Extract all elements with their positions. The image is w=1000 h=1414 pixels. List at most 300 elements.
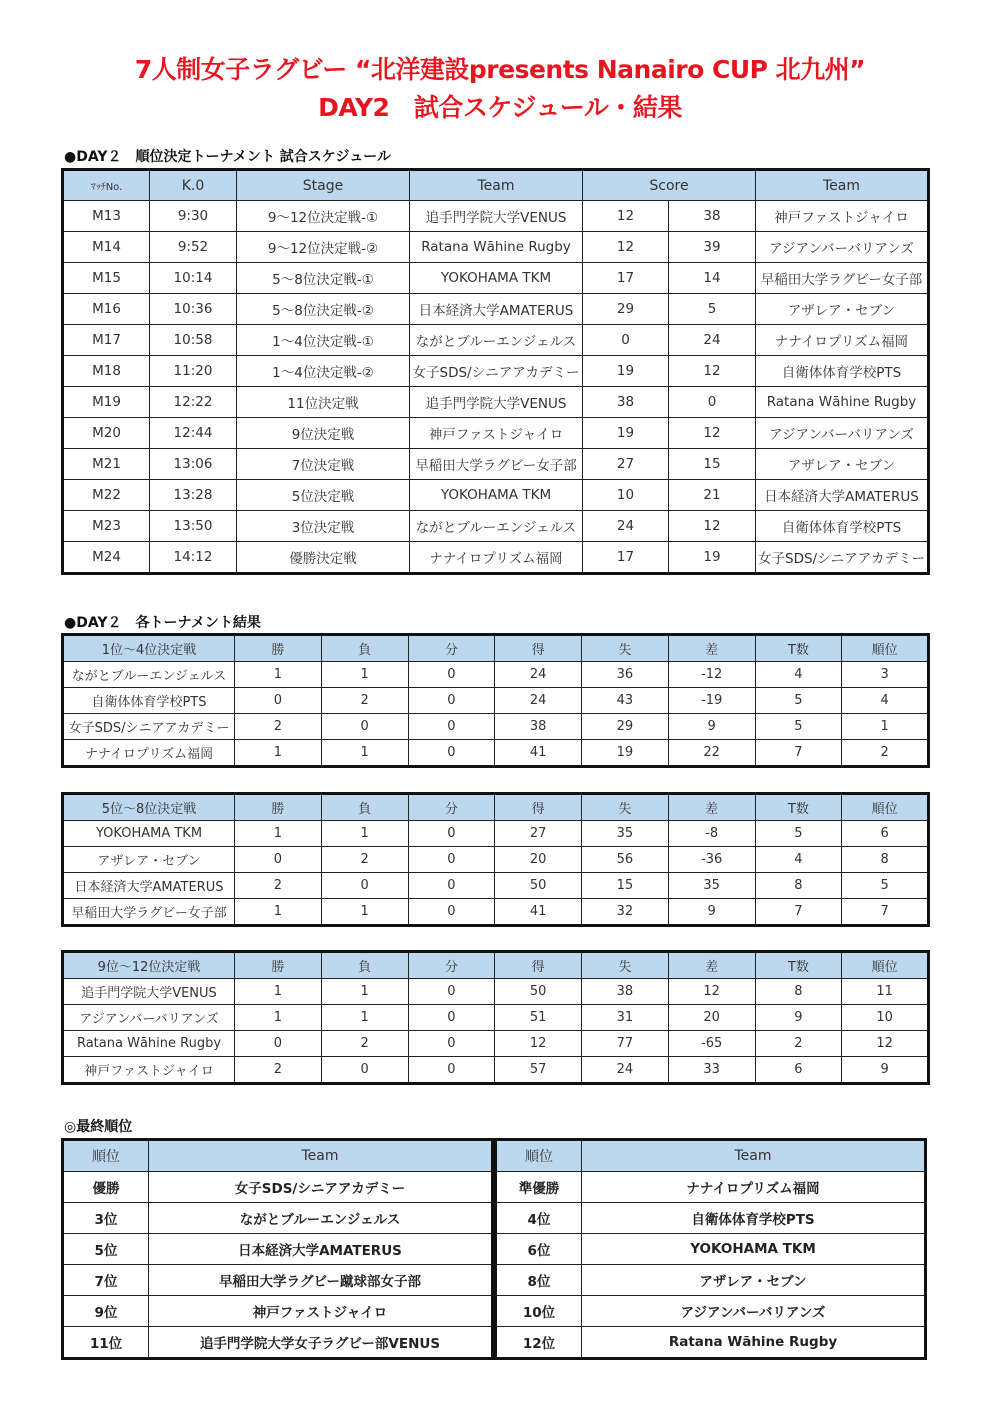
losses: 0 [321,714,408,740]
kickoff-time: 9:30 [150,201,237,232]
final-standing-row [63,1172,493,1203]
score-team-1: 12 [583,232,669,263]
group-name: 9位〜12位決定戦 [63,952,235,979]
points-for: 50 [495,873,582,899]
stage: 5位決定戦 [237,480,410,511]
final-standings-left [61,1138,494,1360]
points-against: 38 [582,979,669,1005]
kickoff-time: 13:28 [150,480,237,511]
score-team-1: 19 [583,418,669,449]
header-points-against: 失 [582,794,669,821]
schedule-row [63,294,929,325]
score-team-2: 0 [669,387,756,418]
team-2: 日本経済大学AMATERUS [756,480,929,511]
header-rank: 順位 [842,635,929,662]
header-points-for: 得 [495,635,582,662]
header-team: Team [149,1140,493,1172]
score-team-2: 12 [669,418,756,449]
draws: 0 [408,821,495,847]
points-for: 41 [495,899,582,926]
draws: 0 [408,1031,495,1057]
draws: 0 [408,899,495,926]
header-tries: T数 [755,952,842,979]
tries: 8 [755,873,842,899]
losses: 2 [321,688,408,714]
final-rank: 優勝 [63,1172,149,1203]
team-name: 日本経済大学AMATERUS [63,873,235,899]
tries: 5 [755,821,842,847]
points-for: 38 [495,714,582,740]
final-standing-row [63,1203,493,1234]
point-diff: -19 [668,688,755,714]
final-team: 追手門学院大学女子ラグビー部VENUS [149,1327,493,1359]
match-number: M22 [63,480,150,511]
points-against: 35 [582,821,669,847]
wins: 2 [235,1057,322,1084]
stage: 3位決定戦 [237,511,410,542]
points-against: 31 [582,1005,669,1031]
schedule-row [63,511,929,542]
kickoff-time: 14:12 [150,542,237,574]
schedule-row [63,232,929,263]
rank: 6 [842,821,929,847]
draws: 0 [408,979,495,1005]
match-number: M20 [63,418,150,449]
header-losses: 負 [321,635,408,662]
final-rank: 6位 [496,1234,582,1265]
results-row [63,688,929,714]
match-number: M19 [63,387,150,418]
stage: 11位決定戦 [237,387,410,418]
kickoff-time: 9:52 [150,232,237,263]
final-team: ながとブルーエンジェルス [149,1203,493,1234]
schedule-row [63,356,929,387]
losses: 0 [321,1057,408,1084]
final-standing-row [496,1234,926,1265]
results-table-1-4 [61,633,930,768]
results-table-5-8 [61,792,930,927]
draws: 0 [408,1057,495,1084]
kickoff-time: 13:06 [150,449,237,480]
schedule-row [63,542,929,574]
final-team: アジアンバーバリアンズ [582,1296,926,1327]
stage: 9〜12位決定戦-② [237,232,410,263]
final-standing-row [496,1172,926,1203]
team-name: 神戸ファストジャイロ [63,1057,235,1084]
draws: 0 [408,662,495,688]
wins: 1 [235,979,322,1005]
schedule-row [63,263,929,294]
stage: 7位決定戦 [237,449,410,480]
final-team: アザレア・セブン [582,1265,926,1296]
match-number: M24 [63,542,150,574]
header-stage: Stage [237,170,410,201]
match-number: M15 [63,263,150,294]
header-losses: 負 [321,794,408,821]
final-team: 日本経済大学AMATERUS [149,1234,493,1265]
header-kickoff: K.0 [150,170,237,201]
point-diff: -8 [668,821,755,847]
score-team-1: 17 [583,263,669,294]
team-2: Ratana Wāhine Rugby [756,387,929,418]
final-rank: 12位 [496,1327,582,1359]
rank: 5 [842,873,929,899]
results-section-label: ●DAY２ 各トーナメント結果 [64,615,261,631]
final-standing-row [63,1265,493,1296]
kickoff-time: 10:58 [150,325,237,356]
score-team-2: 12 [669,511,756,542]
score-team-1: 38 [583,387,669,418]
points-for: 51 [495,1005,582,1031]
results-row [63,1031,929,1057]
score-team-1: 24 [583,511,669,542]
points-for: 41 [495,740,582,767]
header-point-diff: 差 [668,794,755,821]
rank: 12 [842,1031,929,1057]
match-number: M13 [63,201,150,232]
rank: 2 [842,740,929,767]
final-rank: 7位 [63,1265,149,1296]
point-diff: 22 [668,740,755,767]
results-header-row [63,635,929,662]
final-rank: 9位 [63,1296,149,1327]
rank: 8 [842,847,929,873]
match-number: M23 [63,511,150,542]
final-standing-row [496,1265,926,1296]
team-name: アジアンバーバリアンズ [63,1005,235,1031]
team-2: アジアンバーバリアンズ [756,418,929,449]
losses: 0 [321,873,408,899]
point-diff: 12 [668,979,755,1005]
final-rank: 3位 [63,1203,149,1234]
score-team-1: 0 [583,325,669,356]
group-name: 1位〜4位決定戦 [63,635,235,662]
schedule-row [63,201,929,232]
points-for: 57 [495,1057,582,1084]
header-point-diff: 差 [668,635,755,662]
header-score: Score [583,170,756,201]
points-for: 20 [495,847,582,873]
team-2: 自衛体体育学校PTS [756,356,929,387]
wins: 0 [235,847,322,873]
match-number: M17 [63,325,150,356]
team-2: 神戸ファストジャイロ [756,201,929,232]
document-title: 7人制女子ラグビー “北洋建設presents Nanairo CUP 北九州” [134,55,866,84]
final-rank: 5位 [63,1234,149,1265]
point-diff: -36 [668,847,755,873]
header-wins: 勝 [235,952,322,979]
results-row [63,1005,929,1031]
score-team-1: 10 [583,480,669,511]
wins: 1 [235,662,322,688]
team-name: 早稲田大学ラグビー女子部 [63,899,235,926]
header-wins: 勝 [235,794,322,821]
team-2: アザレア・セブン [756,449,929,480]
team-1: 女子SDS/シニアアカデミー [410,356,583,387]
draws: 0 [408,873,495,899]
schedule-table [61,168,930,575]
score-team-2: 38 [669,201,756,232]
header-points-against: 失 [582,635,669,662]
points-for: 24 [495,662,582,688]
header-tries: T数 [755,794,842,821]
team-1: 早稲田大学ラグビー女子部 [410,449,583,480]
team-1: 追手門学院大学VENUS [410,201,583,232]
results-row [63,821,929,847]
schedule-row [63,387,929,418]
points-against: 24 [582,1057,669,1084]
final-standing-row [63,1234,493,1265]
losses: 1 [321,740,408,767]
team-name: 追手門学院大学VENUS [63,979,235,1005]
final-standings-right [494,1138,927,1360]
team-2: 早稲田大学ラグビー女子部 [756,263,929,294]
team-2: 女子SDS/シニアアカデミー [756,542,929,574]
team-1: YOKOHAMA TKM [410,480,583,511]
header-tries: T数 [755,635,842,662]
losses: 1 [321,662,408,688]
points-for: 24 [495,688,582,714]
kickoff-time: 12:44 [150,418,237,449]
header-team-2: Team [756,170,929,201]
header-points-for: 得 [495,952,582,979]
tries: 4 [755,662,842,688]
stage: 5〜8位決定戦-② [237,294,410,325]
final-header-row [496,1140,926,1172]
final-rank: 4位 [496,1203,582,1234]
wins: 1 [235,899,322,926]
points-for: 50 [495,979,582,1005]
draws: 0 [408,847,495,873]
score-team-1: 17 [583,542,669,574]
point-diff: -65 [668,1031,755,1057]
final-standing-row [496,1327,926,1359]
points-against: 43 [582,688,669,714]
draws: 0 [408,740,495,767]
losses: 1 [321,821,408,847]
match-number: M21 [63,449,150,480]
team-1: 日本経済大学AMATERUS [410,294,583,325]
header-team: Team [582,1140,926,1172]
tries: 4 [755,847,842,873]
kickoff-time: 12:22 [150,387,237,418]
points-against: 19 [582,740,669,767]
final-team: 女子SDS/シニアアカデミー [149,1172,493,1203]
rank: 11 [842,979,929,1005]
results-row [63,847,929,873]
points-against: 32 [582,899,669,926]
wins: 1 [235,1005,322,1031]
final-rank: 10位 [496,1296,582,1327]
draws: 0 [408,714,495,740]
losses: 1 [321,979,408,1005]
header-draws: 分 [408,794,495,821]
schedule-header-row [63,170,929,201]
team-1: 神戸ファストジャイロ [410,418,583,449]
final-team: ナナイロプリズム福岡 [582,1172,926,1203]
score-team-1: 12 [583,201,669,232]
wins: 2 [235,714,322,740]
final-section-label: ◎最終順位 [64,1119,133,1135]
stage: 5〜8位決定戦-① [237,263,410,294]
kickoff-time: 13:50 [150,511,237,542]
schedule-row [63,480,929,511]
match-number: M16 [63,294,150,325]
tries: 7 [755,899,842,926]
team-name: YOKOHAMA TKM [63,821,235,847]
schedule-row [63,325,929,356]
team-name: 女子SDS/シニアアカデミー [63,714,235,740]
score-team-1: 29 [583,294,669,325]
final-team: YOKOHAMA TKM [582,1234,926,1265]
results-header-row [63,794,929,821]
header-wins: 勝 [235,635,322,662]
header-rank: 順位 [496,1140,582,1172]
points-against: 36 [582,662,669,688]
stage: 1〜4位決定戦-② [237,356,410,387]
kickoff-time: 10:14 [150,263,237,294]
results-row [63,740,929,767]
header-points-against: 失 [582,952,669,979]
rank: 7 [842,899,929,926]
team-1: 追手門学院大学VENUS [410,387,583,418]
point-diff: 9 [668,899,755,926]
rank: 4 [842,688,929,714]
score-team-2: 14 [669,263,756,294]
team-1: ながとブルーエンジェルス [410,325,583,356]
draws: 0 [408,1005,495,1031]
stage: 9位決定戦 [237,418,410,449]
wins: 1 [235,740,322,767]
losses: 1 [321,1005,408,1031]
results-header-row [63,952,929,979]
team-1: ナナイロプリズム福岡 [410,542,583,574]
final-team: 自衛体体育学校PTS [582,1203,926,1234]
final-standing-row [496,1203,926,1234]
header-draws: 分 [408,952,495,979]
results-row [63,899,929,926]
team-name: ながとブルーエンジェルス [63,662,235,688]
rank: 10 [842,1005,929,1031]
points-for: 12 [495,1031,582,1057]
schedule-row [63,418,929,449]
rank: 1 [842,714,929,740]
final-standing-row [496,1296,926,1327]
schedule-section-label: ●DAY２ 順位決定トーナメント 試合スケジュール [64,149,391,165]
wins: 1 [235,821,322,847]
losses: 2 [321,1031,408,1057]
match-number: M14 [63,232,150,263]
header-rank: 順位 [842,952,929,979]
score-team-2: 39 [669,232,756,263]
stage: 9〜12位決定戦-① [237,201,410,232]
final-team: 早稲田大学ラグビー蹴球部女子部 [149,1265,493,1296]
points-against: 15 [582,873,669,899]
losses: 2 [321,847,408,873]
final-standing-row [63,1296,493,1327]
header-team-1: Team [410,170,583,201]
final-rank: 8位 [496,1265,582,1296]
tries: 2 [755,1031,842,1057]
stage: 1〜4位決定戦-① [237,325,410,356]
score-team-1: 19 [583,356,669,387]
tries: 5 [755,688,842,714]
point-diff: -12 [668,662,755,688]
point-diff: 33 [668,1057,755,1084]
point-diff: 9 [668,714,755,740]
wins: 0 [235,688,322,714]
header-point-diff: 差 [668,952,755,979]
team-2: ナナイロプリズム福岡 [756,325,929,356]
losses: 1 [321,899,408,926]
point-diff: 35 [668,873,755,899]
final-standing-row [63,1327,493,1359]
tries: 6 [755,1057,842,1084]
kickoff-time: 11:20 [150,356,237,387]
results-row [63,979,929,1005]
results-row [63,662,929,688]
points-against: 29 [582,714,669,740]
score-team-2: 19 [669,542,756,574]
final-team: Ratana Wāhine Rugby [582,1327,926,1359]
team-name: 自衛体体育学校PTS [63,688,235,714]
score-team-1: 27 [583,449,669,480]
score-team-2: 24 [669,325,756,356]
schedule-row [63,449,929,480]
document-subtitle: DAY2 試合スケジュール・結果 [318,93,682,122]
team-1: ながとブルーエンジェルス [410,511,583,542]
final-header-row [63,1140,493,1172]
wins: 0 [235,1031,322,1057]
draws: 0 [408,688,495,714]
team-2: アザレア・セブン [756,294,929,325]
score-team-2: 5 [669,294,756,325]
team-name: ナナイロプリズム福岡 [63,740,235,767]
header-rank: 順位 [842,794,929,821]
team-1: Ratana Wāhine Rugby [410,232,583,263]
wins: 2 [235,873,322,899]
rank: 9 [842,1057,929,1084]
score-team-2: 21 [669,480,756,511]
points-against: 77 [582,1031,669,1057]
point-diff: 20 [668,1005,755,1031]
results-row [63,873,929,899]
kickoff-time: 10:36 [150,294,237,325]
results-row [63,714,929,740]
final-rank: 準優勝 [496,1172,582,1203]
tries: 9 [755,1005,842,1031]
team-name: アザレア・セブン [63,847,235,873]
header-rank: 順位 [63,1140,149,1172]
team-name: Ratana Wāhine Rugby [63,1031,235,1057]
tries: 8 [755,979,842,1005]
tries: 5 [755,714,842,740]
group-name: 5位〜8位決定戦 [63,794,235,821]
header-match-no: ﾏｯﾁNo. [63,170,150,201]
header-losses: 負 [321,952,408,979]
team-2: アジアンバーバリアンズ [756,232,929,263]
match-number: M18 [63,356,150,387]
points-for: 27 [495,821,582,847]
score-team-2: 12 [669,356,756,387]
header-points-for: 得 [495,794,582,821]
points-against: 56 [582,847,669,873]
team-2: 自衛体体育学校PTS [756,511,929,542]
results-row [63,1057,929,1084]
score-team-2: 15 [669,449,756,480]
final-rank: 11位 [63,1327,149,1359]
rank: 3 [842,662,929,688]
